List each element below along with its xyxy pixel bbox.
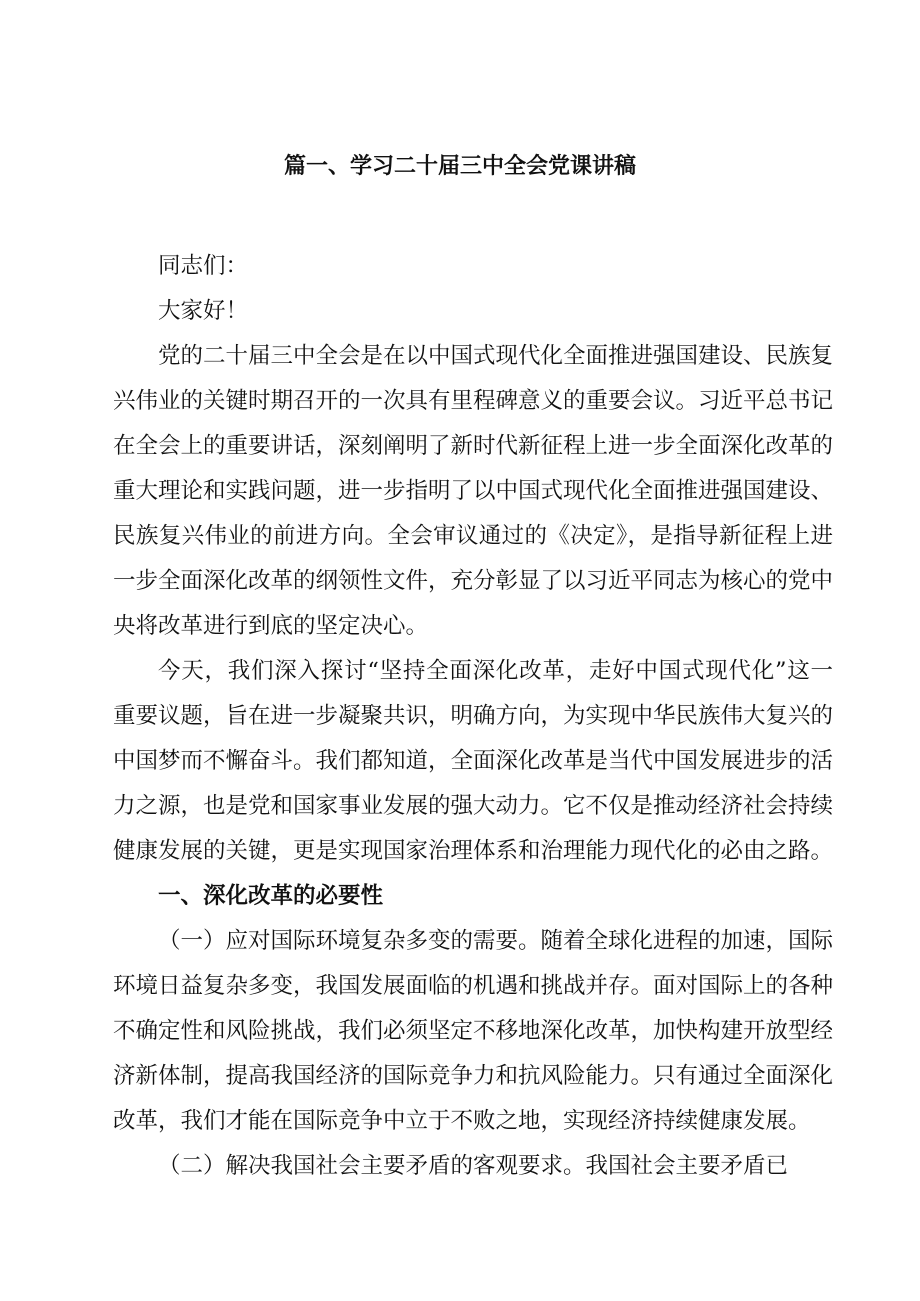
page-title: 篇一、学习二十届三中全会党课讲稿 [283,153,636,179]
paragraph-intro: 党的二十届三中全会是在以中国式现代化全面推进强国建设、民族复兴伟业的关键时期召开的一次具有里程碑意义的重要会议。习近平总书记在全会上的重要讲话，深刻阐明了新时代新征程上进一步全面深化改革的重大理论和实践问题，进一步指明了以中国式现代化全面推进强国建设、民族复兴伟业的前进方向。全会审议通过的《决定》，是指导新征程上进一步全面深化改革的纲领性文件，充分彰显了以习近平同志为核心的党中央将改革进行到底的坚定决心。 [113,343,834,639]
paragraph-topic: 今天，我们深入探讨“坚持全面深化改革，走好中国式现代化”这一重要议题，旨在进一步凝聚共识，明确方向，为实现中华民族伟大复兴的中国梦而不懈奋斗。我们都知道，全面深化改革是当代中国发展进步的活力之源，也是党和国家事业发展的强大动力。它不仅是推动经济社会持续健康发展的关键，更是实现国家治理体系和治理能力现代化的必由之路。 [113,658,834,864]
section-heading: 一、深化改革的必要性 [158,883,384,909]
document-body [113,244,833,1189]
section-item-2: （二）解决我国社会主要矛盾的客观要求。我国社会主要矛盾已 [158,1153,789,1179]
greeting: 大家好！ [158,298,249,324]
section-item-1: （一）应对国际环境复杂多变的需要。随着全球化进程的加速，国际环境日益复杂多变，我国发展面临的机遇和挑战并存。面对国际上的各种不确定性和风险挑战，我们必须坚定不移地深化改革，加快构建开放型经济新体制，提高我国经济的国际竞争力和抗风险能力。只有通过全面深化改革，我们才能在国际竞争中立于不败之地，实现经济持续健康发展。 [113,928,834,1134]
salutation: 同志们： [158,253,249,279]
